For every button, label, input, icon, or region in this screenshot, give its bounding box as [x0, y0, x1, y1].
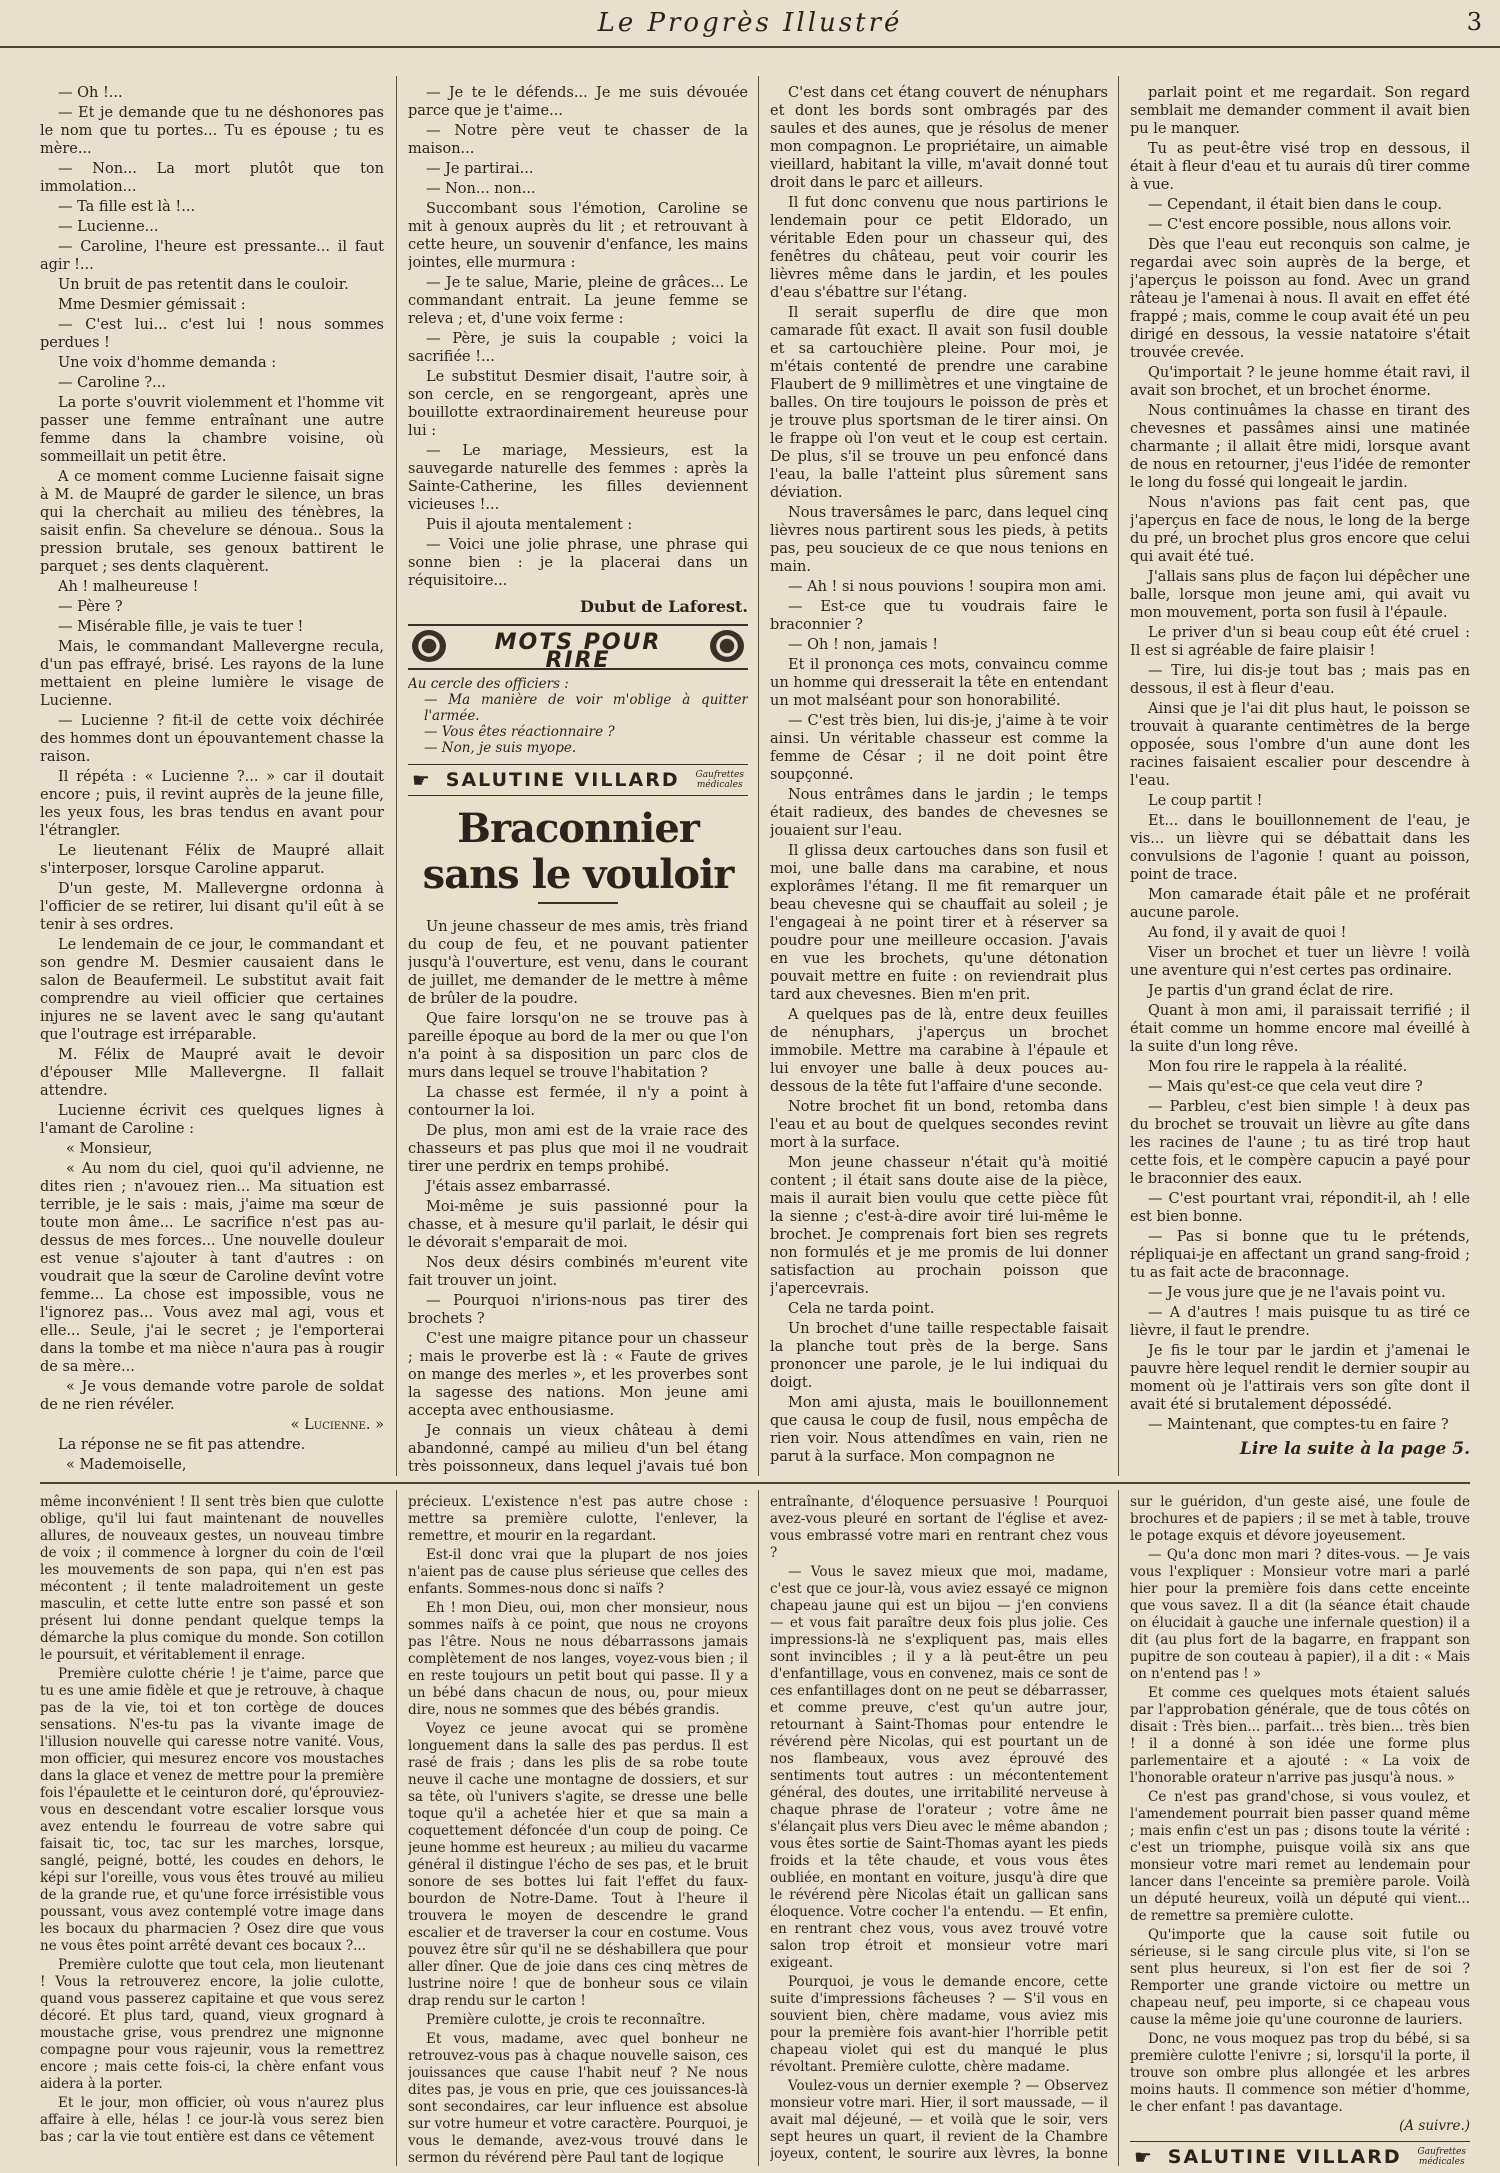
paragraph: sur le guéridon, d'un geste aisé, une foule de brochures et de papiers ; il se met à table, trouve le potage exquis et dévore joyeusement. [1130, 1494, 1470, 1544]
salutine-advertisement [408, 764, 748, 796]
paragraph: Mon fou rire le rappela à la réalité. [1148, 1059, 1408, 1075]
section-divider [40, 1482, 1470, 1484]
paragraph: — Vous le savez mieux que moi, madame, c'est que ce jour-là, vous aviez essayé ce mignon chapeau jaune qui est un bijou — j'en conviens — et vous fait paraître deux fois plus jolie. Ces impressions-là ne s'expliquent pas, mais elles sont invincibles ; il y a là peut-être un peu d'enfantillage, vous en convenez, mais ce sont de ces enfantillages dont on ne peut se débarrasser, et comme preuve, c'est qu'un autre jour, retournant à Saint-Thomas pour entendre le révérend père Nicolas, qui est pourtant un de nos flambeaux, vous avez éprouvé des sentiments tout autres : un mécontentement général, des doutes, une irritabilité nerveuse à chaque phrase de l'orateur ; votre âme ne s'élançait plus vers Dieu avec le même abandon ; vous êtes sortie de Saint-Thomas ayant les pieds froids et la tête chaude, et vous vous êtes oubliée, en montant en voiture, jusqu'à dire que le révérend père Nicolas était un gallican sans éloquence. Votre cocher l'a entendu. — Et enfin, en rentrant chez vous, vous avez trouvé votre salon trop étroit et monsieur votre mari exigeant. [770, 1564, 1108, 1971]
paragraph: La porte s'ouvrit violemment et l'homme vit passer une femme entraînant une autre femme dans la chambre voisine, où sommeillait un petit être. [40, 395, 384, 465]
article-start [408, 918, 748, 1476]
salutine-advertisement-bottom [1130, 2141, 1470, 2164]
paragraph: Moi-même je suis passionné pour la chasse, et à mesure qu'il parlait, le désir qui le dévorait s'emparait de moi. [408, 1199, 748, 1251]
paragraph: — Tire, lui dis-je tout bas ; mais pas en dessous, il est à fleur d'eau. [1130, 663, 1470, 697]
mots-jokes [408, 676, 748, 756]
bottom-column-3 [770, 1494, 1108, 2164]
paragraph: — Non... non... [426, 181, 536, 197]
paragraph: — Père, je suis la coupable ; voici la sacrifiée !... [408, 331, 748, 365]
paragraph: De plus, mon ami est de la vraie race des chasseurs et pas plus que moi il ne voudrait tirer une perdrix en temps prohibé. [408, 1123, 748, 1175]
paragraph: Première culotte, je crois te reconnaître. [426, 2012, 706, 2028]
paragraph: — Père ? [58, 599, 123, 615]
continued-notice: Lire la suite à la page 5. [1239, 1439, 1470, 1459]
paragraph: J'allais sans plus de façon lui dépêcher une balle, lorsque mon jeune ami, qui avait vu mon mouvement, porta son fusil à l'épaule. [1130, 569, 1470, 621]
paragraph: Le priver d'un si beau coup eût été cruel : Il est si agréable de faire plaisir ! [1130, 625, 1470, 659]
paragraph: — Maintenant, que comptes-tu en faire ? [1148, 1417, 1449, 1433]
paragraph: « Lucienne. » [290, 1417, 384, 1433]
paragraph: Mon jeune chasseur n'était qu'à moitié content ; il était sans doute aise de la pièce, mais il aurait bien voulu que cette pièce fût la sienne ; c'est-à-dire avoir tiré lui-même le brochet. Je comprenais fort bien ses regrets non formulés et je me promis de lui donner satisfaction au prochain poisson que j'apercevrais. [770, 1155, 1108, 1297]
paragraph: Ce n'est pas grand'chose, si vous voulez, et l'amendement pourrait bien passer quand même ; mais enfin c'est un pas ; disons toute la vérité : c'est un triomphe, puisque voilà six ans que monsieur votre mari remet au lendemain pour lancer dans l'enceinte sa première parole. Voilà un député heureux, voilà un député qui vient... de remettre sa première culotte. [1130, 1789, 1470, 1924]
column-rule [396, 1490, 397, 2166]
paragraph: Puis il ajouta mentalement : [426, 517, 633, 533]
column-3 [770, 84, 1108, 1476]
paragraph: — Voici une jolie phrase, une phrase qui sonne bien : je la placerai dans un réquisitoire... [408, 537, 748, 589]
paragraph: « Je vous demande votre parole de soldat de ne rien révéler. [40, 1379, 384, 1413]
paragraph: Et vous, madame, avec quel bonheur ne retrouvez-vous pas à chaque nouvelle saison, ces jouissances que cause l'habit neuf ? Ne nous dites pas, je vous en prie, que ces jouissances-là sont secondaires, car leur influence est absolue sur votre humeur et votre caractère. Pourquoi, je vous le demande, avez-vous trouvé dans le sermon du révérend père Paul tant de logique [408, 2031, 748, 2164]
article-continuation [1130, 84, 1470, 1434]
column-rule [1118, 76, 1119, 1476]
paragraph: D'un geste, M. Mallevergne ordonna à l'officier de se retirer, lui disant qu'il eût à se tenir à ses ordres. [40, 881, 384, 933]
masthead [0, 0, 1500, 48]
paragraph: Mon camarade était pâle et ne proférait aucune parole. [1130, 887, 1470, 921]
paragraph: — Je te le défends... Je me suis dévouée parce que je t'aime... [408, 85, 748, 119]
ad-brand: SALUTINE VILLARD [445, 769, 680, 791]
column-4 [1130, 84, 1470, 1476]
paragraph: — Non... La mort plutôt que ton immolation... [40, 161, 384, 195]
paragraph: Est-il donc vrai que la plupart de nos joies n'aient pas de cause plus sérieuse que celles des enfants. Sommes-nous donc si naïfs ? [408, 1547, 748, 1597]
paragraph: Et... dans le bouillonnement de l'eau, je vis... un lièvre qui se débattait dans les convulsions de l'agonie ! quant au poisson, point de trace. [1130, 813, 1470, 883]
paragraph: — Caroline, l'heure est pressante... il faut agir !... [40, 239, 384, 273]
paragraph: Un jeune chasseur de mes amis, très friand du coup de feu, et ne pouvant patienter jusqu'à l'ouverture, est venu, dans le courant de juillet, me demander de le mettre à même de brûler de la poudre. [408, 919, 748, 1007]
paragraph: A quelques pas de là, entre deux feuilles de nénuphars, j'aperçus un brochet immobile. Mettre ma carabine à l'épaule et lui envoyer une balle à deux pouces au-dessous de la tête fut l'affaire d'une seconde. [770, 1007, 1108, 1095]
joke-line: Au cercle des officiers : [408, 676, 569, 692]
paragraph: — Pourquoi n'irions-nous pas tirer des brochets ? [408, 1293, 748, 1327]
paragraph: Première culotte que tout cela, mon lieutenant ! Vous la retrouverez encore, la jolie culotte, quand vous passerez capitaine et que vous serez décoré. Et plus tard, quand, vieux grognard à moustache grise, vous prendrez une mignonne compagne pour vous rajeunir, vous la remettrez encore ; mais cette fois-ci, la chère enfant vous aidera à la porter. [40, 1957, 384, 2092]
bottom-column-4 [1130, 1494, 1470, 2164]
article-title: Braconnier sans le vouloir [422, 805, 734, 898]
paragraph: — Lucienne ? fit-il de cette voix déchirée des hommes dont un épouvantement chasse la raison. [40, 713, 384, 765]
ornament-icon [710, 630, 744, 662]
paragraph: Nous traversâmes le parc, dans lequel cinq lièvres nous partirent sous les pieds, à petits pas, peu soucieux de ce que nous tenions en main. [770, 505, 1108, 575]
ornament-icon [412, 630, 446, 662]
paragraph: Le substitut Desmier disait, l'autre soir, à son cercle, en se rengorgeant, après une bouillotte extraordinairement heureuse pour lui : [408, 369, 748, 439]
paragraph: parlait point et me regardait. Son regard semblait me demander comment il avait bien pu le manquer. [1130, 85, 1470, 137]
paragraph: Ainsi que je l'ai dit plus haut, le poisson se trouvait à quarante centimètres de la berge opposée, sous l'ombre d'un aune dont les racines faisaient escalier pour descendre à l'eau. [1130, 701, 1470, 789]
paragraph: Ah ! malheureuse ! [58, 579, 199, 595]
title-divider [538, 902, 618, 904]
feuilleton-end [1130, 1494, 1470, 2116]
paragraph: — Le mariage, Messieurs, est la sauvegarde naturelle des femmes : après la Sainte-Catherine, les filles deviennent vicieuses !... [408, 443, 748, 513]
paragraph: entraînante, d'éloquence persuasive ! Pourquoi avez-vous pleuré en sortant de l'église et avez-vous embrassé votre mari en rentrant chez vous ? [770, 1494, 1108, 1561]
paragraph: Viser un brochet et tuer un lièvre ! voilà une aventure qui n'est certes pas ordinaire. [1130, 945, 1470, 979]
paragraph: « Monsieur, [66, 1141, 153, 1157]
paragraph: — Ta fille est là !... [58, 199, 196, 215]
paragraph: Mais, le commandant Mallevergne recula, d'un pas effrayé, brisé. Les rayons de la lune mettaient en pleine lumière le visage de Lucienne. [40, 639, 384, 709]
newspaper-title: Le Progrès Illustré [597, 8, 903, 38]
paragraph: Mme Desmier gémissait : [58, 297, 246, 313]
mots-pour-rire-banner [408, 624, 748, 673]
column-2 [408, 84, 748, 1476]
paragraph: Quant à mon ami, il paraissait terrifié ; il était comme un homme encore mal éveillé à la suite d'un long rêve. [1130, 1003, 1470, 1055]
column-rule [396, 76, 397, 1476]
paragraph: Succombant sous l'émotion, Caroline se mit à genoux auprès du lit ; et retrouvant à cette heure, un souvenir d'enfance, les mains jointes, elle murmura : [408, 201, 748, 271]
paragraph: Lucienne écrivit ces quelques lignes à l'amant de Caroline : [40, 1103, 384, 1137]
paragraph: — Est-ce que tu voudrais faire le braconnier ? [770, 599, 1108, 633]
paragraph: Le lendemain de ce jour, le commandant et son gendre M. Desmier causaient dans le salon de Beaufermeil. Le substitut avait fait comprendre au vieil officier que certaines injures ne se lavent avec le sang qu'autant que l'outrage est irréparable. [40, 937, 384, 1043]
page-number: 3 [1466, 8, 1482, 36]
paragraph: — C'est encore possible, nous allons voir. [1148, 217, 1452, 233]
paragraph: Un brochet d'une taille respectable faisait la planche tout près de la berge. Sans prononcer une parole, je le lui indiquai du doigt. [770, 1321, 1108, 1391]
paragraph: Qu'importe que la cause soit futile ou sérieuse, si le sang circule plus vite, si l'on se sent plus heureux, si l'on est fier de soi ? Remporter une grande victoire ou mettre un chapeau neuf, peu importe, si ce chapeau vous cause la même joie qu'une couronne de lauriers. [1130, 1927, 1470, 2028]
a-suivre: (A suivre.) [1399, 2118, 1470, 2134]
paragraph: Et le jour, mon officier, où vous n'aurez plus affaire à elle, hélas ! ce jour-là vous serez bien bas ; car la vie tout entière est dans ce vêtement [40, 2095, 384, 2145]
ad-sub-1: Gaufrettes [1417, 2147, 1466, 2157]
paragraph: « Mademoiselle, [66, 1457, 187, 1473]
paragraph: Un bruit de pas retentit dans le couloir. [58, 277, 349, 293]
paragraph: Que faire lorsqu'on ne se trouve pas à pareille époque au bord de la mer ou que l'on n'a point à sa disposition un parc clos de murs dans lequel se trouve l'habitation ? [408, 1011, 748, 1081]
column-rule [758, 76, 759, 1476]
paragraph: Dès que l'eau eut reconquis son calme, je regardai avec soin auprès de la berge, et j'aperçus le poisson au fond. Avec un grand râteau je l'amenai à nous. Il avait en effet été frappé ; mais, comme le coup avait été un peu dirigé en dessous, la vessie natatoire s'était trouvée crevée. [1130, 237, 1470, 361]
paragraph: Le lieutenant Félix de Maupré allait s'interposer, lorsque Caroline apparut. [40, 843, 384, 877]
paragraph: — Qu'a donc mon mari ? dites-vous. — Je vais vous l'expliquer : Monsieur votre mari a parlé hier pour la première fois dans cette enceinte que vous savez. Il a dit (la séance était chaude on élucidait à gauche une infernale question) il a dit (au plus fort de la bagarre, en frappant son pupitre de son couteau à papier), il a dit : « Mais on n'entend pas ! » [1130, 1547, 1470, 1682]
paragraph: — Notre père veut te chasser de la maison... [408, 123, 748, 157]
paragraph: Il serait superflu de dire que mon camarade fût exact. Il avait son fusil double et sa cartouchière pleine. Pour moi, je m'étais contenté de prendre une carabine Flaubert de 9 millimètres et une vingtaine de balles. On tire toujours le poisson de près et je trouve plus sportsman de le tirer ainsi. On le frappe où l'on veut et le coup est certain. De plus, s'il se trouve un peu enfoncé dans l'eau, la balle l'atteint plus sûrement sans déviation. [770, 305, 1108, 501]
paragraph: Voulez-vous un dernier exemple ? — Observez monsieur votre mari. Hier, il sort maussade, — il avait mal déjeuné, — et voilà que le soir, vers sept heures un quart, il revient de la Chambre joyeux, content, le sourire aux lèvres, la bonne [770, 2078, 1108, 2162]
paragraph: Nos deux désirs combinés m'eurent vite fait trouver un joint. [408, 1255, 748, 1289]
ad-sub-1: Gaufrettes [695, 770, 744, 780]
paragraph: Qu'importait ? le jeune homme était ravi, il avait son brochet, et un brochet énorme. [1130, 365, 1470, 399]
paragraph: — Pas si bonne que tu le prétends, répliquai-je en affectant un grand sang-froid ; tu as fait acte de braconnage. [1130, 1229, 1470, 1281]
bottom-column-1 [40, 1494, 384, 2164]
paragraph: — C'est pourtant vrai, répondit-il, ah ! elle est bien bonne. [1130, 1191, 1470, 1225]
joke-line: — Non, je suis myope. [424, 740, 577, 756]
ad-brand: SALUTINE VILLARD [1167, 2145, 1402, 2164]
paragraph: Je connais un vieux château à demi abandonné, campé au milieu d'un bel étang très poissonneux, dans lequel j'avais tué bon [408, 1423, 748, 1475]
paragraph: Nous entrâmes dans le jardin ; le temps était radieux, des bandes de chevesnes se jouaient sur l'eau. [770, 787, 1108, 839]
paragraph: C'est dans cet étang couvert de nénuphars et dont les bords sont ombragés par des saules et des aunes, que je résolus de mener mon compagnon. Le propriétaire, un aimable vieillard, habitant la ville, m'avait donné tout droit dans le parc et ailleurs. [770, 85, 1108, 191]
paragraph: La chasse est fermée, il n'y a point à contourner la loi. [408, 1085, 748, 1119]
column-rule [1118, 1490, 1119, 2166]
paragraph: — Je te salue, Marie, pleine de grâces... Le commandant entrait. La jeune femme se releva ; et, d'une voix ferme : [408, 275, 748, 327]
paragraph: Première culotte chérie ! je t'aime, parce que tu es une amie fidèle et que je retrouve, à chaque pas de la vie, toi et ton cortège de douces sensations. N'es-tu pas la vivante image de l'illusion nouvelle qui caresse notre vanité. Vous, mon officier, qui mesurez encore vos moustaches dans la glace et venez de mettre pour la première fois l'épaulette et le ceinturon doré, qu'éprouviez-vous en descendant votre escalier lorsque vous avez entendu le fourreau de votre sabre qui faisait tic, toc, tac sur les marches, lorsque, sanglé, peigné, botté, les coudes en dehors, le képi sur l'oreille, vous vous êtes trouvé au milieu de la grande rue, et qu'une force irrésistible vous poussant, vous avez contemplé votre image dans les bocaux du pharmacien ? Osez dire que vous ne vous êtes point arrêté devant ces bocaux ?... [40, 1666, 384, 1954]
ad-sub-2: médicales [1418, 2157, 1465, 2164]
paragraph: C'est une maigre pitance pour un chasseur ; mais le proverbe est là : « Faute de grives on mange des merles », et les proverbes sont la sagesse des nations. Mon jeune ami accepta avec enthousiasme. [408, 1331, 748, 1419]
paragraph: « Au nom du ciel, quoi qu'il advienne, ne dites rien ; n'avouez rien... Ma situation est terrible, je le sais : mais, j'aime ma sœur de toute mon âme... Le sacrifice n'est pas au-dessus de mes forces... Une nouvelle douleur est venue s'ajouter à tant d'autres : on voudrait que la sœur de Caroline devînt votre femme... La chose est impossible, vous ne l'ignorez pas... Vous avez mal agi, vous et elle... Seule, j'ai le secret ; je l'emporterai dans la tombe et ma nièce n'aura pas à rougir de sa mère... [40, 1161, 384, 1375]
ad-subtitle [696, 770, 745, 790]
paragraph: — Misérable fille, je vais te tuer ! [58, 619, 304, 635]
paragraph: — C'est très bien, lui dis-je, j'aime à te voir ainsi. Un véritable chasseur est comme la femme de César ; il ne doit point être soupçonné. [770, 713, 1108, 783]
paragraph: — Parbleu, c'est bien simple ! à deux pas du brochet se trouvait un lièvre au gîte dans les racines de l'aune ; tu as tiré trop haut cette fois, et le compère capucin a payé pour le braconnier des eaux. [1130, 1099, 1470, 1187]
paragraph: Pourquoi, je vous le demande encore, cette suite d'impressions fâcheuses ? — S'il vous en souvient bien, chère madame, vous aviez mis pour la première fois avant-hier l'horrible petit chapeau violet qui est du manqué le plus révoltant. Première culotte, chère madame. [770, 1974, 1108, 2075]
paragraph: Je fis le tour par le jardin et j'amenai le pauvre hère lequel rendit le dernier soupir au moment où je l'attirais vers son gîte dont il avait été si brutalement dépossédé. [1130, 1343, 1470, 1413]
paragraph: — Lucienne... [58, 219, 159, 235]
paragraph: Notre brochet fit un bond, retomba dans l'eau et au bout de quelques secondes revint mort à la surface. [770, 1099, 1108, 1151]
paragraph: — Et je demande que tu ne déshonores pas le nom que tu portes... Tu es épouse ; tu es mère... [40, 105, 384, 157]
paragraph: — A d'autres ! mais puisque tu as tiré ce lièvre, il faut le prendre. [1130, 1305, 1470, 1339]
pointing-hand-icon: ☛ [1134, 2144, 1152, 2164]
paragraph: Eh ! mon Dieu, oui, mon cher monsieur, nous sommes naïfs à ce point, que nous ne croyons pas l'être. Nous ne nous débarrassons jamais complètement de nos langes, voyez-vous bien ; il en reste toujours un petit bout qui passe. Il y a un bébé dans chacun de nous, ou, pour mieux dire, nous ne sommes que des bébés grandis. [408, 1600, 748, 1718]
paragraph: — C'est lui... c'est lui ! nous sommes perdues ! [40, 317, 384, 351]
paragraph: Il glissa deux cartouches dans son fusil et moi, une balle dans ma carabine, et nous explorâmes l'étang. Il me fit remarquer un beau chevesne qui se chauffait au soleil ; je l'engageai à ne point tirer et à réserver sa poudre pour une meilleure occasion. J'avais en vue les brochets, qu'une détonation pouvait mettre en fuite : on reviendrait plus tard aux chevesnes. Bien m'en prit. [770, 843, 1108, 1003]
paragraph: — Cependant, il était bien dans le coup. [1148, 197, 1442, 213]
paragraph: La réponse ne se fit pas attendre. [58, 1437, 306, 1453]
paragraph: — Caroline ?... [58, 375, 166, 391]
paragraph: Et il prononça ces mots, convaincu comme un homme qui dresserait la tête en entendant un mot malséant pour son honorabilité. [770, 657, 1108, 709]
paragraph: Voyez ce jeune avocat qui se promène longuement dans la salle des pas perdus. Il est rasé de frais ; dans les plis de sa robe toute neuve il cache une montagne de dossiers, et sur sa tête, où l'univers s'agite, se dresse une belle toque qu'il a achetée hier et que sa main a coquettement défoncée d'un coup de poing. Ce jeune homme est heureux ; au milieu du vacarme général il distingue l'écho de ses pas, et le bruit sonore de ses bottes lui fait l'effet du faux-bourdon de Notre-Dame. Tout à l'heure il trouvera le moyen de descendre le grand escalier et de traverser la cour en costume. Vous pouvez être sûr qu'il ne se déshabillera que pour aller dîner. Que de joie dans ces cinq mètres de lustrine noire ! que de bonheur sous ce vilain drap rendu sur le carton ! [408, 1721, 748, 2009]
paragraph: M. Félix de Maupré avait le devoir d'épouser Mlle Mallevergne. Il fallait attendre. [40, 1047, 384, 1099]
paragraph: J'étais assez embarrassé. [426, 1179, 611, 1195]
paragraph: Cela ne tarda point. [788, 1301, 935, 1317]
paragraph: Donc, ne vous moquez pas trop du bébé, si sa première culotte l'enivre ; si, lorsqu'il la porte, il trouve son ombre plus allongée et les arbres moins hauts. Il commence son métier d'homme, le cher enfant ! pas davantage. [1130, 2031, 1470, 2115]
paragraph: précieux. L'existence n'est pas autre chose : mettre sa première culotte, l'enlever, la remettre, et mourir en la regardant. [408, 1494, 748, 1544]
paragraph: A ce moment comme Lucienne faisait signe à M. de Maupré de garder le silence, un bras qui la cherchait au milieu des ténèbres, la saisit enfin. Sa chevelure se dénoua.. Sous la pression brutale, ses genoux battirent le parquet ; ses dents claquèrent. [40, 469, 384, 575]
column-rule [758, 1490, 759, 2166]
paragraph: Nous continuâmes la chasse en tirant des chevesnes et passâmes ainsi une matinée charmante ; il allait être midi, lorsque avant de nous en retourner, j'eus l'idée de remonter le long du fossé qui longeait le jardin. [1130, 403, 1470, 491]
paragraph: — Je vous jure que je ne l'avais point vu. [1148, 1285, 1446, 1301]
bottom-column-2 [408, 1494, 748, 2164]
paragraph: Le coup partit ! [1148, 793, 1263, 809]
paragraph: Une voix d'homme demanda : [58, 355, 277, 371]
ad-sub-2: médicales [696, 780, 743, 790]
paragraph: — Ah ! si nous pouvions ! soupira mon ami. [788, 579, 1107, 595]
ad-subtitle [1418, 2147, 1467, 2164]
paragraph: Au fond, il y avait de quoi ! [1148, 925, 1347, 941]
paragraph: — Je partirai... [426, 161, 534, 177]
paragraph: Nous n'avions pas fait cent pas, que j'aperçus en face de nous, le long de la berge du pré, un brochet plus gros encore que celui qui avait été tué. [1130, 495, 1470, 565]
mots-title: MOTS POUR RIRE [494, 630, 662, 673]
paragraph: — Mais qu'est-ce que cela veut dire ? [1148, 1079, 1423, 1095]
story-author: Dubut de Laforest. [580, 597, 748, 616]
paragraph: Il répéta : « Lucienne ?... » car il doutait encore ; puis, il revint auprès de la jeune fille, les yeux fous, les bras tendus en avant pour l'étrangler. [40, 769, 384, 839]
paragraph: Il fut donc convenu que nous partirions le lendemain pour ce petit Eldorado, un véritable Eden pour un chasseur qui, des fenêtres du château, peut voir courir les lièvres même dans le jardin, et les poules d'eau s'ébattre sur l'étang. [770, 195, 1108, 301]
paragraph: Je partis d'un grand éclat de rire. [1148, 983, 1394, 999]
story-ending [408, 84, 748, 590]
column-1 [40, 84, 384, 1476]
paragraph: même inconvénient ! Il sent très bien que culotte oblige, qu'il lui faut maintenant de nouvelles allures, de nouveaux gestes, un nouveau timbre de voix ; il commence à lorgner du coin de l'œil les mouvements de son papa, qui n'en est pas mécontent ; il tente maladroitement un geste masculin, et cette lutte entre son passé et son présent lui donne pendant quelque temps la démarche la plus comique du monde. Son cotillon le poursuit, et véritablement il enrage. [40, 1494, 384, 1663]
joke-line: — Ma manière de voir m'oblige à quitter l'armée. [424, 692, 748, 724]
paragraph: — Oh ! non, jamais ! [788, 637, 939, 653]
paragraph: Tu as peut-être visé trop en dessous, il était à fleur d'eau et tu aurais dû tirer comme à vue. [1130, 141, 1470, 193]
pointing-hand-icon: ☛ [412, 768, 430, 792]
paragraph: — Oh !... [58, 85, 123, 101]
paragraph: Et comme ces quelques mots étaient salués par l'approbation générale, que de tous côtés on disait : Très bien... parfait... très bien... très bien ! il a donné à son idée une forme plus parlementaire et a ajouté : « La voix de l'honorable orateur n'arrive pas jusqu'à nous. » [1130, 1685, 1470, 1786]
paragraph: Mon ami ajusta, mais le bouillonnement que causa le coup de fusil, nous empêcha de rien voir. Nous attendîmes en vain, rien ne parut à la surface. Mon compagnon ne [770, 1395, 1108, 1465]
joke-line: — Vous êtes réactionnaire ? [424, 724, 615, 740]
